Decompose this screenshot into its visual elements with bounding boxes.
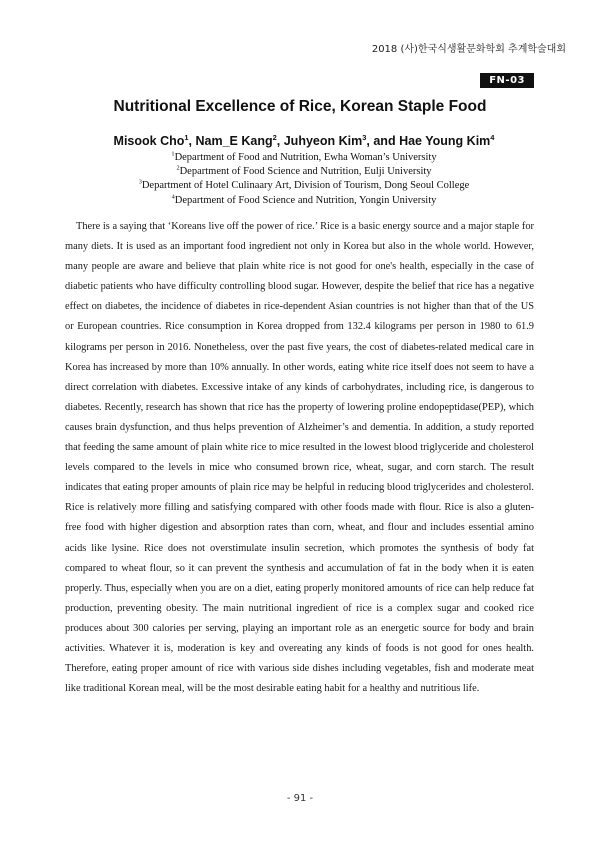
author-sup: 3 [362, 132, 367, 142]
affiliation [0, 179, 600, 193]
affiliation-text: Department of Food Science and Nutrition, Eulji University [179, 166, 432, 178]
author-sup: 2 [272, 132, 277, 142]
author-name: Misook Cho [113, 134, 185, 148]
affiliation-text: Department of Hotel Culinaary Art, Division of Tourism, Dong Seoul College [141, 180, 470, 192]
author-separator: , and [366, 134, 400, 148]
affiliation [0, 165, 600, 179]
conference-header: 2018 (사)한국식생활문화학회 추계학술대회 [371, 44, 566, 55]
affiliation-list [0, 151, 600, 208]
abstract-body: There is a saying that ‘Koreans live off the power of rice.’ Rice is a basic energy source and a major staple for many diets. It is used as an important food ingredient not only in Korea but also in the whole world. However, many people are aware and believe that plain white rice is not good for one's health, especially in the case of diabetic patients who have difficulty controlling blood sugar. However, despite the belief that rice has a negative effect on diabetes, the incidence of diabetes in rice-dependent Asian countries is not higher than that of the US or European countries. Rice consumption in Korea dropped from 132.4 kilograms per person in 1980 to 61.9 kilograms per person in 2016. Nonetheless, over the past five years, the cost of diabetes-related medical care in Korea has increased by more than 10% annually. In other words, eating white rice itself does not seem to have a direct correlation with diabetes. Excessive intake of any kinds of carbohydrates, including rice, is dangerous to diabetes. Recently, research has shown that rice has the property of lowering proline endopeptidase(PEP), which causes brain dysfunction, and thus helps prevention of Alzheimer’s and dementia. In addition, a study reported that feeding the same amount of plain white rice to mice resulted in the lowest blood triglyceride and cholesterol levels compared to the levels in mice who consumed brown rice, wheat, sugar, and corn starch. The result indicates that eating proper amounts of plain rice may be helpful in reducing blood triglycerides and cholesterol. Rice is relatively more filling and satisfying compared with other foods made with flour. Rice is also a gluten-free food with higher digestion and absorption rates than corn, wheat, and flour and includes essential amino acids like lysine. Rice does not overstimulate insulin secretion, which promotes the synthesis of body fat compared to wheat flour, so it can prevent the synthesis and accumulation of fat in the body when it is eaten properly. Thus, especially when you are on a diet, eating properly monitored amounts of rice can help reduce fat production, preventing obesity. The main nutritional ingredient of rice is a complex sugar and cooked rice produces about 300 calories per serving, playing an important role as an energetic source for body and brain activities. Whatever it is, moderation is key and overeating any kinds of foods is not good for ones health. Therefore, eating proper amount of rice with various side dishes including vegetables, fish and moderate meat like traditional Korean meal, will be the most desirable eating habit for a healthy and nutritious life. [65, 221, 534, 695]
affiliation [0, 151, 600, 165]
paper-title: Nutritional Excellence of Rice, Korean Staple Food [113, 98, 487, 115]
affiliation-text: Department of Food and Nutrition, Ewha Woman’s University [174, 152, 437, 163]
affiliation-sup: 4 [171, 193, 175, 201]
affiliation [0, 194, 600, 208]
author-sup: 4 [490, 132, 495, 142]
author-separator: , [188, 134, 196, 148]
author-name: Hae Young Kim [399, 134, 491, 148]
author-name: Juhyeon Kim [283, 134, 363, 148]
page-number: - 91 - [286, 793, 314, 804]
affiliation-sup: 3 [138, 178, 142, 186]
author-list [0, 134, 600, 148]
affiliation-sup: 2 [176, 164, 180, 172]
affiliation-text: Department of Food Science and Nutrition, Yongin University [174, 194, 437, 206]
author-sup: 1 [184, 132, 189, 142]
author-separator: , [276, 134, 284, 148]
author-name: Nam_E Kang [195, 134, 273, 148]
session-badge: FN-03 [480, 73, 534, 88]
affiliation-sup: 1 [171, 150, 175, 158]
